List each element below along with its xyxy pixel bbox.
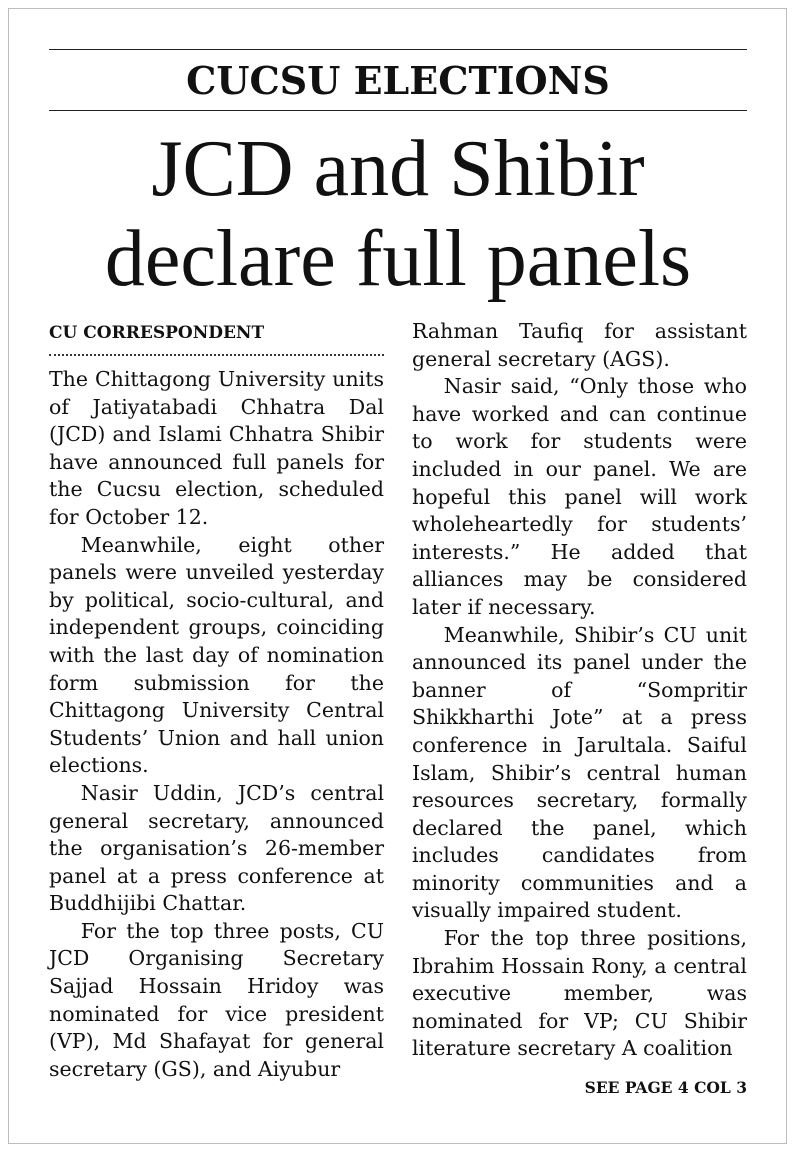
paragraph: Rahman Taufiq for assistant general secretary (AGS). xyxy=(412,319,747,371)
article-column-right xyxy=(412,318,747,1063)
paragraph: For the top three positions, Ibrahim Hossain Rony, a central executive member, was nominated for VP; CU Shibir literature secretary A coalition xyxy=(412,926,747,1061)
headline-line-2: declare full panels xyxy=(104,215,692,303)
continued-jump-line: SEE PAGE 4 COL 3 xyxy=(584,1078,747,1097)
paragraph: Meanwhile, eight other panels were unveiled yesterday by political, socio-cultural, and independent groups, coinciding with the last day of nomination form submission for the Chittagong University Central Students’ Union and hall union elections. xyxy=(49,532,384,778)
paragraph: Nasir said, “Only those who have worked and can continue to work for students were included in our panel. We are hopeful this panel will work wholeheartedly for students’ interests.” He added that alliances may be considered later if necessary. xyxy=(412,374,747,619)
article-column-left xyxy=(49,318,384,1083)
paragraph: Meanwhile, Shibir’s CU unit announced its panel under the banner of “Sompritir Shikkharthi Jote” at a press conference in Jarultala. Saiful Islam, Shibir’s central human resources secretary, formally declared the panel, which includes candidates from minority communities and a visually impaired student. xyxy=(412,622,747,923)
headline-line-1: JCD and Shibir xyxy=(151,125,645,213)
byline: CU CORRESPONDENT xyxy=(49,318,384,356)
section-kicker-bar xyxy=(49,49,747,111)
paragraph: Nasir Uddin, JCD’s central general secretary, announced the organisation’s 26-member panel at a press conference at Buddhijibi Chattar. xyxy=(49,780,384,916)
headline xyxy=(49,124,747,304)
section-kicker: CUCSU ELECTIONS xyxy=(186,57,610,103)
paragraph: For the top three posts, CU JCD Organising Secretary Sajjad Hossain Hridoy was nominated for vice president (VP), Md Shafayat for general secretary (GS), and Aiyubur xyxy=(49,918,384,1081)
paragraph: The Chittagong University units of Jatiyatabadi Chhatra Dal (JCD) and Islami Chhatra Shibir have announced full panels for the Cucsu election, scheduled for October 12. xyxy=(49,367,384,529)
